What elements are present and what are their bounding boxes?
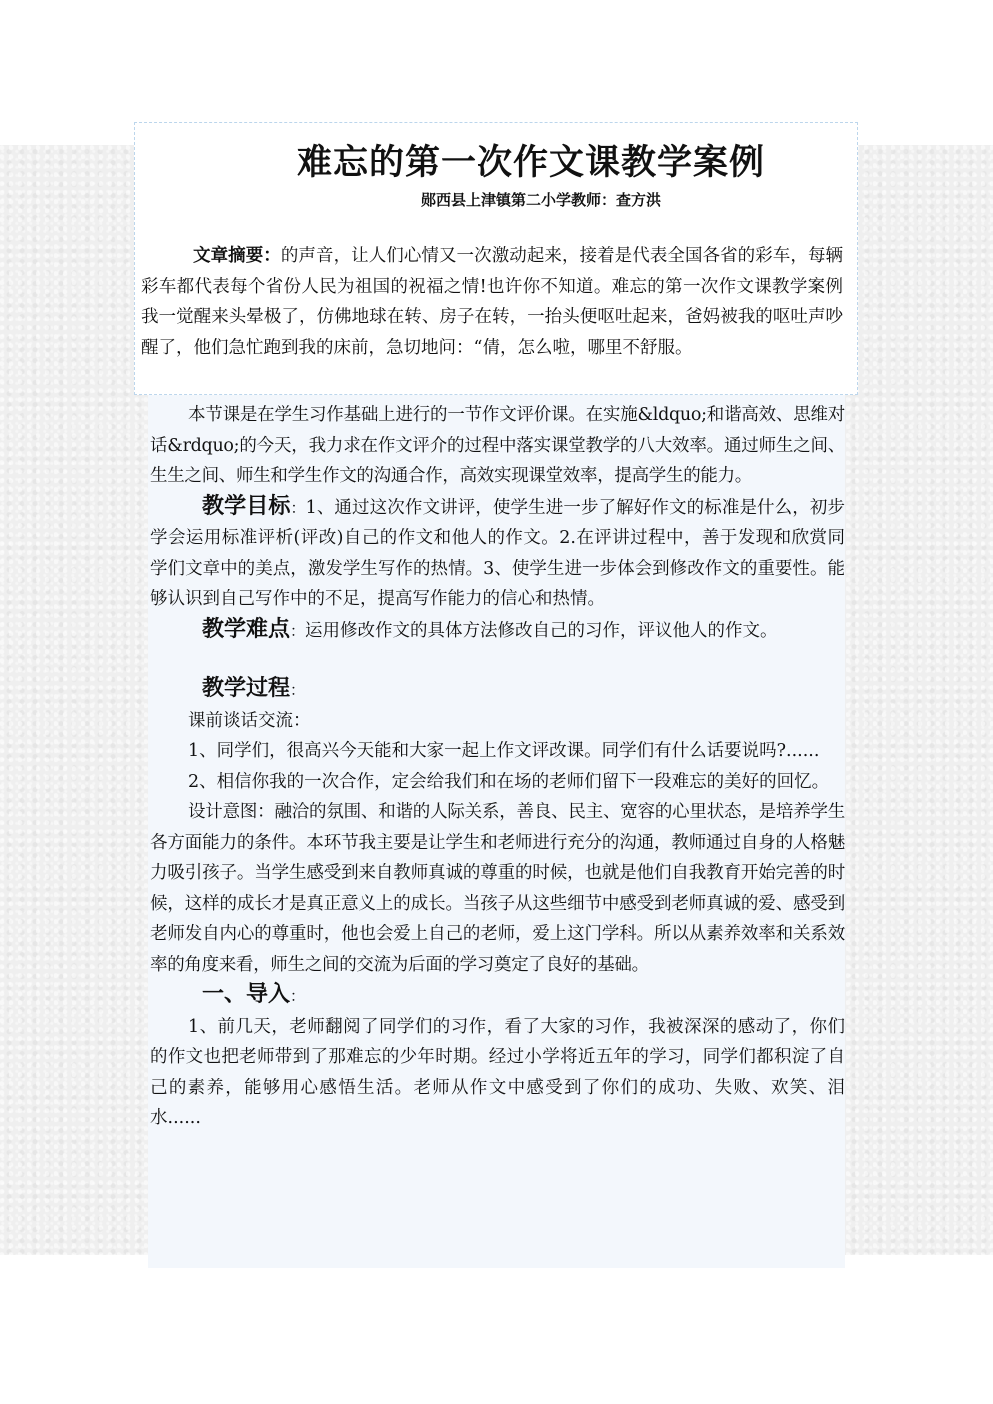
header-box <box>134 122 858 395</box>
intro-paragraph: 本节课是在学生习作基础上进行的一节作文评价课。在实施&ldquo;和谐高效、思维对话&rdquo;的今天，我力求在作文评介的过程中落实课堂教学的八大效率。通过师生之间、生生之间、师生和学生作文的沟通合作，高效实现课堂效率，提高学生的能力。 <box>150 405 845 486</box>
document-title: 难忘的第一次作文课教学案例 <box>296 143 765 183</box>
goals-heading: 教学目标 <box>202 493 291 519</box>
difficulty-colon: ： <box>290 621 306 640</box>
process-heading: 教学过程 <box>202 676 291 701</box>
abstract <box>141 241 843 363</box>
process-item-2: 2、相信你我的一次合作，定会给我们和在场的老师们留下一段难忘的美好的回忆。 <box>188 771 830 792</box>
difficulty-paragraph <box>150 615 845 647</box>
goals-colon: ： <box>290 498 306 517</box>
section-one-heading: 一、导入 <box>202 982 291 1007</box>
difficulty-heading: 教学难点 <box>202 616 291 642</box>
body-panel <box>148 395 845 1268</box>
abstract-label: 文章摘要： <box>193 246 281 266</box>
section-one-text: 1、前几天，老师翻阅了同学们的习作，看了大家的习作，我被深深的感动了，你们的作文也把老师带到了那难忘的少年时期。经过小学将近五年的学习，同学们都积淀了自己的素养，能够用心感悟生活。老师从作文中感受到了你们的成功、失败、欢笑、泪水...... <box>150 1016 845 1128</box>
pre-talk-label: 课前谈话交流： <box>188 710 311 731</box>
process-item-1: 1、同学们，很高兴今天能和大家一起上作文评改课。同学们有什么话要说吗?...... <box>188 741 820 761</box>
abstract-text: 的声音，让人们心情又一次激动起来，接着是代表全国各省的彩车，每辆彩车都代表每个省份人民为祖国的祝福之情!也许你不知道。难忘的第一次作文课教学案例我一觉醒来头晕极了，仿佛地球在转、房子在转，一抬头便呕吐起来，爸妈被我的呕吐声吵醒了，他们急忙跑到我的床前，急切地问：“倩，怎么啦，哪里不舒服。 <box>141 246 844 358</box>
author-line: 郧西县上津镇第二小学教师：查方洪 <box>420 191 661 209</box>
difficulty-text: 运用修改作文的具体方法修改自己的习作，评议他人的作文。 <box>305 620 778 641</box>
goals-text: 1、通过这次作文讲评，使学生进一步了解好作文的标准是什么，初步学会运用标准评析(评改)自己的作文和他人的作文。2.在评讲过程中，善于发现和欣赏同学们文章中的美点，激发学生写作的热情。3、使学生进一步体会到修改作文的重要性。能够认识到自己写作中的不足，提高写作能力的信心和热情。 <box>150 497 845 609</box>
process-heading-line <box>150 674 845 706</box>
spacer <box>150 646 845 674</box>
section-one-colon: ： <box>290 987 306 1005</box>
goals-paragraph <box>150 492 845 615</box>
article-content <box>150 400 845 1134</box>
section-one-heading-line <box>150 980 845 1012</box>
design-intent: 设计意图：融洽的氛围、和谐的人际关系，善良、民主、宽容的心里状态，是培养学生各方面能力的条件。本环节我主要是让学生和老师进行充分的沟通，教师通过自身的人格魅力吸引孩子。当学生感受到来自教师真诚的尊重的时候，也就是他们自我教育开始完善的时候，这样的成长才是真正意义上的成长。当孩子从这些细节中感受到老师真诚的爱、感受到老师发自内心的尊重时，他也会爱上自己的老师，爱上这门学科。所以从素养效率和关系效率的角度来看，师生之间的交流为后面的学习奠定了良好的基础。 <box>150 802 845 975</box>
process-colon: ： <box>290 681 306 699</box>
